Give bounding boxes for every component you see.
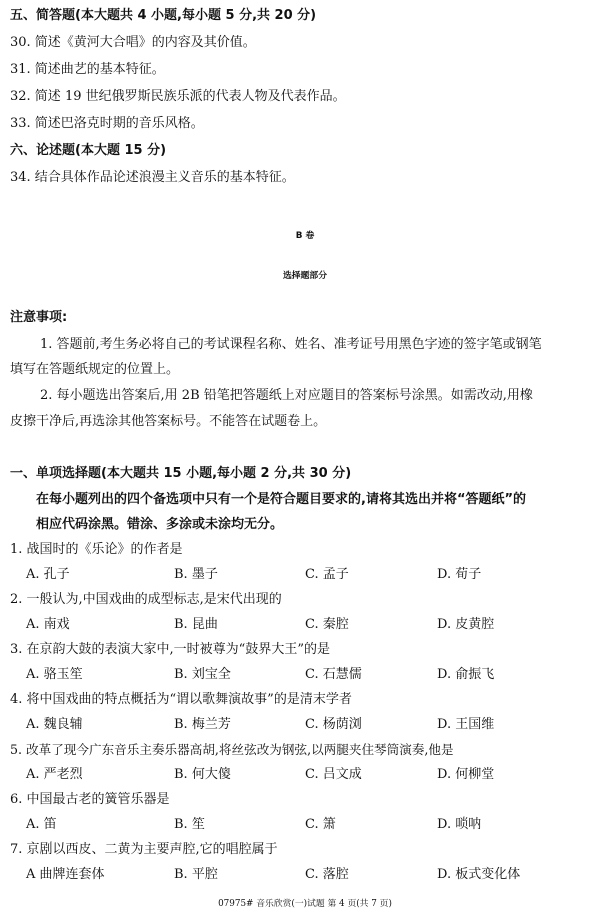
question-1-stem: 1. 战国时的《乐论》的作者是 (10, 542, 183, 557)
question-3-stem: 3. 在京韵大鼓的表演大家中,一时被尊为“鼓界大王”的是 (10, 642, 330, 657)
question-5-stem: 5. 改革了现今广东音乐主奏乐器高胡,将丝弦改为钢弦,以两腿夹住琴筒演奏,他是 (10, 742, 454, 757)
question-6-option-b: B. 笙 (174, 817, 205, 832)
question-7-option-b: B. 平腔 (174, 867, 218, 882)
section1-instruction-line2: 相应代码涂黑。错涂、多涂或未涂均无分。 (36, 517, 284, 532)
question-2-option-c: C. 秦腔 (305, 617, 349, 632)
section1-heading: 一、单项选择题(本大题共 15 小题,每小题 2 分,共 30 分) (10, 466, 352, 481)
question-3-option-b: B. 刘宝全 (174, 667, 231, 682)
page-footer: 07975# 音乐欣赏(一)试题 第 4 页(共 7 页) (218, 899, 392, 909)
question-3-option-a: A. 骆玉笙 (26, 667, 83, 682)
question-7-option-d: D. 板式变化体 (437, 867, 521, 882)
question-4-option-a: A. 魏良辅 (26, 717, 83, 732)
question-4-option-d: D. 王国维 (437, 717, 495, 732)
question-5-option-d: D. 何柳堂 (437, 767, 495, 782)
volume-b-subtitle: 选择题部分 (283, 271, 327, 281)
question-2-stem: 2. 一般认为,中国戏曲的成型标志,是宋代出现的 (10, 592, 282, 607)
notice-item2-line2: 皮擦干净后,再选涂其他答案标号。不能答在试题卷上。 (10, 414, 327, 429)
question-7-option-a: A 曲牌连套体 (26, 867, 105, 882)
question-2-option-a: A. 南戏 (26, 617, 70, 632)
question-5-option-a: A. 严老烈 (26, 767, 83, 782)
notice-heading: 注意事项: (10, 310, 68, 325)
question-33: 33. 简述巴洛克时期的音乐风格。 (10, 116, 204, 131)
notice-item1-line2: 填写在答题纸规定的位置上。 (10, 362, 180, 377)
question-1-option-d: D. 荀子 (437, 567, 482, 582)
question-30: 30. 简述《黄河大合唱》的内容及其价值。 (10, 35, 256, 50)
question-7-option-c: C. 落腔 (305, 867, 349, 882)
notice-item2-line1: 2. 每小题选出答案后,用 2B 铅笔把答题纸上对应题目的答案标号涂黑。如需改动,用橡 (40, 388, 533, 403)
question-4-stem: 4. 将中国戏曲的特点概括为“谓以歌舞演故事”的是清末学者 (10, 692, 352, 707)
section6-heading: 六、论述题(本大题 15 分) (10, 143, 167, 158)
question-3-option-c: C. 石慧儒 (305, 667, 362, 682)
question-7-stem: 7. 京剧以西皮、二黄为主要声腔,它的唱腔属于 (10, 842, 278, 857)
notice-item1-line1: 1. 答题前,考生务必将自己的考试课程名称、姓名、准考证号用黑色字迹的签字笔或钢笔 (40, 337, 542, 352)
question-32: 32. 简述 19 世纪俄罗斯民族乐派的代表人物及代表作品。 (10, 89, 346, 104)
question-5-option-b: B. 何大傻 (174, 767, 231, 782)
question-4-option-b: B. 梅兰芳 (174, 717, 231, 732)
question-6-option-d: D. 唢呐 (437, 817, 482, 832)
question-1-option-b: B. 墨子 (174, 567, 218, 582)
question-6-option-c: C. 箫 (305, 817, 336, 832)
section1-instruction-line1: 在每小题列出的四个备选项中只有一个是符合题目要求的,请将其选出并将“答题纸”的 (36, 492, 527, 507)
question-6-stem: 6. 中国最古老的簧管乐器是 (10, 792, 170, 807)
question-2-option-d: D. 皮黄腔 (437, 617, 495, 632)
question-1-option-c: C. 孟子 (305, 567, 349, 582)
question-31: 31. 简述曲艺的基本特征。 (10, 62, 165, 77)
question-3-option-d: D. 俞振飞 (437, 667, 495, 682)
section5-heading: 五、简答题(本大题共 4 小题,每小题 5 分,共 20 分) (10, 8, 317, 23)
question-5-option-c: C. 吕文成 (305, 767, 362, 782)
question-6-option-a: A. 笛 (26, 817, 57, 832)
question-1-option-a: A. 孔子 (26, 567, 70, 582)
question-2-option-b: B. 昆曲 (174, 617, 218, 632)
question-4-option-c: C. 杨荫浏 (305, 717, 362, 732)
question-34: 34. 结合具体作品论述浪漫主义音乐的基本特征。 (10, 170, 295, 185)
volume-b-title: B 卷 (295, 231, 315, 241)
